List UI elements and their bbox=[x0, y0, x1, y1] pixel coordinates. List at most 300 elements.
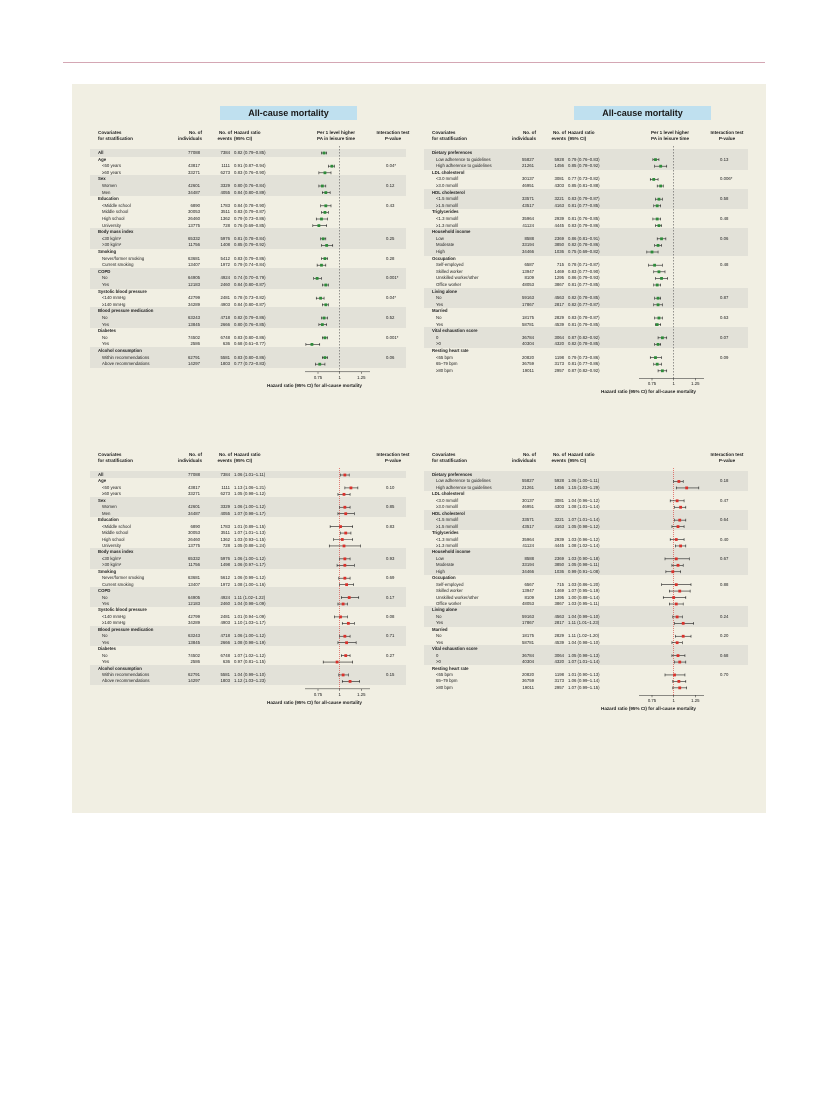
individuals-value: 30053 bbox=[188, 530, 200, 536]
point-estimate bbox=[679, 506, 682, 509]
row-label: 65–79 bpm bbox=[436, 361, 458, 367]
group-label: LDL cholesterol bbox=[432, 169, 465, 175]
events-value: 7384 bbox=[220, 472, 230, 477]
hazard-ratio-value: 1.04 (0.99–1.10) bbox=[568, 613, 600, 619]
events-value: 2957 bbox=[554, 367, 564, 373]
p-value: 0.006* bbox=[720, 176, 733, 182]
row-label: Office worker bbox=[436, 282, 462, 287]
point-estimate bbox=[653, 264, 656, 267]
individuals-value: 13845 bbox=[188, 639, 200, 645]
hazard-ratio-value: 0.79 (0.73–0.86) bbox=[568, 354, 600, 360]
point-estimate bbox=[336, 661, 339, 664]
group-label: Systolic blood pressure bbox=[98, 607, 147, 613]
row-label: ≥60 years bbox=[102, 169, 121, 175]
group-label: HDL cholesterol bbox=[432, 510, 465, 516]
row-label: Moderate bbox=[436, 562, 455, 568]
hazard-ratio-value: 1.05 (0.98–1.12) bbox=[234, 491, 266, 497]
row-label: No bbox=[102, 315, 108, 320]
individuals-value: 2586 bbox=[190, 341, 200, 347]
row-label: <3.0 mmol/l bbox=[436, 176, 459, 182]
individuals-value: 8588 bbox=[524, 555, 534, 561]
hazard-ratio-value: 1.05 (0.98–1.12) bbox=[568, 523, 600, 529]
p-value: 0.001* bbox=[386, 334, 399, 340]
individuals-value: 14297 bbox=[188, 361, 200, 367]
group-label: Smoking bbox=[98, 568, 117, 574]
individuals-value: 43817 bbox=[188, 484, 200, 490]
hazard-ratio-value: 0.76 (0.69–0.85) bbox=[234, 222, 266, 228]
hazard-ratio-value: 0.87 (0.82–0.92) bbox=[568, 367, 600, 373]
individuals-value: 30053 bbox=[188, 209, 200, 215]
row-label: Unskilled worker/other bbox=[436, 275, 479, 281]
point-estimate bbox=[656, 204, 659, 207]
point-estimate bbox=[676, 499, 679, 502]
header-interaction: Interaction test P-value bbox=[376, 130, 410, 141]
panel-banner: All-cause mortality bbox=[574, 106, 711, 120]
group-label: COPD bbox=[98, 268, 111, 274]
point-estimate bbox=[656, 323, 659, 326]
point-estimate bbox=[324, 257, 327, 260]
events-value: 1198 bbox=[554, 354, 564, 360]
x-tick-label: 0.75 bbox=[647, 381, 657, 387]
group-label: Body mass index bbox=[98, 549, 134, 555]
hazard-ratio-value: 0.77 (0.73–0.82) bbox=[568, 176, 600, 182]
events-value: 2481 bbox=[220, 295, 230, 301]
hazard-ratio-value: 1.06 (1.00–1.12) bbox=[234, 633, 266, 639]
row-label: <60 years bbox=[102, 163, 121, 169]
row-label: High adherence to guidelines bbox=[436, 163, 492, 169]
hazard-ratio-value: 0.84 (0.78–0.90) bbox=[234, 202, 266, 208]
events-value: 3081 bbox=[554, 497, 564, 503]
events-value: 1803 bbox=[220, 361, 230, 367]
hazard-ratio-value: 1.01 (0.94–1.09) bbox=[234, 613, 266, 619]
group-label: Vital exhaustion score bbox=[432, 328, 478, 334]
events-value: 636 bbox=[222, 659, 230, 665]
point-estimate bbox=[330, 165, 333, 168]
events-value: 5581 bbox=[220, 671, 230, 677]
p-value: 0.85 bbox=[386, 504, 395, 510]
point-estimate bbox=[320, 218, 323, 221]
individuals-value: 13407 bbox=[188, 581, 200, 587]
events-value: 2817 bbox=[554, 301, 564, 307]
individuals-value: 21261 bbox=[522, 163, 534, 169]
point-estimate bbox=[323, 152, 326, 155]
p-value: 0.67 bbox=[720, 555, 729, 561]
header-per-level: Per 1 level higher PA in leisure time bbox=[650, 130, 690, 141]
row-label: <60 years bbox=[102, 484, 121, 490]
p-value: 0.15 bbox=[386, 671, 395, 677]
row-label: >30 kg/m² bbox=[102, 562, 122, 568]
individuals-value: 77088 bbox=[188, 472, 200, 477]
point-estimate bbox=[657, 343, 660, 346]
group-label: Married bbox=[432, 308, 448, 314]
row-label: Middle school bbox=[102, 209, 129, 215]
header-events: No. of events bbox=[551, 130, 566, 141]
individuals-value: 64905 bbox=[188, 594, 200, 600]
forest-panel-top-right bbox=[424, 84, 750, 404]
events-value: 4163 bbox=[554, 202, 564, 208]
individuals-value: 74502 bbox=[188, 652, 200, 658]
row-label: >0 bbox=[436, 341, 441, 347]
hazard-ratio-value: 0.91 (0.87–0.94) bbox=[234, 163, 266, 169]
events-value: 3221 bbox=[554, 517, 564, 523]
individuals-value: 34289 bbox=[188, 620, 200, 626]
row-label: ≥1.5 mmol/l bbox=[436, 523, 459, 529]
hazard-ratio-value: 0.83 (0.80–0.86) bbox=[234, 334, 266, 340]
hazard-ratio-value: 0.81 (0.77–0.85) bbox=[568, 282, 600, 287]
events-value: 4563 bbox=[554, 613, 564, 619]
p-value: 0.24 bbox=[720, 613, 729, 619]
individuals-value: 74502 bbox=[188, 334, 200, 340]
events-value: 1972 bbox=[220, 581, 230, 587]
individuals-value: 33271 bbox=[188, 169, 200, 175]
hazard-ratio-value: 1.06 (0.99–1.14) bbox=[568, 678, 600, 684]
row-label: No bbox=[102, 334, 108, 340]
x-axis-title: Hazard ratio (95% CI) for all-cause mortality bbox=[267, 382, 362, 388]
header-interaction: Interaction test P-value bbox=[710, 452, 744, 463]
point-estimate bbox=[339, 525, 342, 528]
x-tick-label: 1.25 bbox=[691, 698, 700, 704]
row-label: Never/former smoking bbox=[102, 575, 145, 581]
group-label: Household income bbox=[432, 229, 471, 235]
p-value: 0.48 bbox=[720, 216, 729, 221]
hazard-ratio-value: 1.06 (1.00–1.12) bbox=[234, 504, 266, 510]
point-estimate bbox=[672, 596, 675, 599]
events-value: 3064 bbox=[554, 652, 564, 658]
individuals-value: 40304 bbox=[522, 341, 534, 347]
events-value: 4055 bbox=[220, 510, 230, 516]
row-label: 65–79 bpm bbox=[436, 678, 458, 684]
row-label: Men bbox=[102, 189, 111, 195]
point-estimate bbox=[344, 654, 347, 657]
point-estimate bbox=[343, 564, 346, 567]
hazard-ratio-value: 1.06 (1.00–1.12) bbox=[234, 555, 266, 561]
individuals-value: 42601 bbox=[188, 183, 200, 188]
p-value: 0.68 bbox=[720, 652, 729, 658]
p-value: 0.20 bbox=[720, 633, 729, 639]
individuals-value: 63681 bbox=[188, 255, 200, 261]
group-label: All bbox=[98, 472, 104, 477]
individuals-value: 34487 bbox=[188, 510, 200, 516]
individuals-value: 13407 bbox=[188, 262, 200, 268]
individuals-value: 58781 bbox=[522, 639, 534, 645]
point-estimate bbox=[658, 224, 661, 227]
point-estimate bbox=[660, 277, 663, 280]
hazard-ratio-value: 0.78 (0.73–0.82) bbox=[234, 295, 266, 301]
point-estimate bbox=[324, 356, 327, 359]
group-label: Diabetes bbox=[98, 646, 116, 652]
row-label: Yes bbox=[436, 321, 444, 327]
header-interaction: Interaction test P-value bbox=[376, 452, 410, 463]
individuals-value: 26460 bbox=[188, 536, 200, 542]
individuals-value: 63681 bbox=[188, 575, 200, 581]
events-value: 1111 bbox=[221, 484, 230, 490]
p-value: 0.88 bbox=[720, 581, 729, 587]
events-value: 5412 bbox=[220, 255, 230, 261]
hazard-ratio-value: 0.82 (0.79–0.86) bbox=[234, 315, 266, 320]
row-label: ≥1.3 mmol/l bbox=[436, 542, 459, 548]
individuals-value: 17867 bbox=[522, 620, 534, 626]
events-value: 2829 bbox=[554, 315, 564, 320]
group-label: Triglycerides bbox=[432, 530, 459, 536]
point-estimate bbox=[317, 224, 320, 227]
row-label: Low bbox=[436, 235, 444, 241]
row-label: Skilled worker bbox=[436, 588, 463, 594]
hazard-ratio-value: 1.12 (1.03–1.23) bbox=[234, 678, 266, 684]
x-tick-label: 1 bbox=[338, 691, 341, 697]
individuals-value: 18175 bbox=[522, 633, 534, 639]
events-value: 4539 bbox=[554, 321, 564, 327]
events-value: 3173 bbox=[554, 678, 564, 684]
row-label: <65 bpm bbox=[436, 671, 453, 677]
events-value: 2957 bbox=[554, 684, 564, 690]
individuals-value: 14297 bbox=[188, 678, 200, 684]
events-value: 728 bbox=[222, 222, 230, 228]
events-value: 1783 bbox=[220, 523, 230, 529]
hazard-ratio-value: 0.83 (0.78–0.87) bbox=[568, 315, 600, 320]
hazard-ratio-value: 0.81 (0.77–0.85) bbox=[568, 202, 600, 208]
point-estimate bbox=[324, 191, 327, 194]
point-estimate bbox=[656, 218, 659, 221]
events-value: 4445 bbox=[554, 542, 564, 548]
hazard-ratio-value: 1.07 (1.02–1.12) bbox=[234, 652, 266, 658]
individuals-value: 18175 bbox=[522, 315, 534, 320]
p-value: 0.52 bbox=[386, 315, 395, 320]
events-value: 1783 bbox=[220, 202, 230, 208]
hazard-ratio-value: 0.85 (0.78–0.92) bbox=[568, 163, 600, 169]
point-estimate bbox=[675, 538, 678, 541]
individuals-value: 58781 bbox=[522, 321, 534, 327]
group-label: Smoking bbox=[98, 249, 117, 254]
hazard-ratio-value: 0.82 (0.77–0.87) bbox=[568, 301, 600, 307]
events-value: 3221 bbox=[554, 196, 564, 202]
events-value: 1469 bbox=[554, 268, 564, 274]
point-estimate bbox=[656, 284, 659, 287]
point-estimate bbox=[343, 545, 346, 548]
events-value: 3173 bbox=[554, 361, 564, 367]
point-estimate bbox=[342, 603, 345, 606]
hazard-ratio-value: 1.07 (1.01–1.14) bbox=[568, 659, 600, 665]
events-value: 4539 bbox=[554, 639, 564, 645]
events-value: 2666 bbox=[220, 639, 230, 645]
hazard-ratio-value: 1.03 (0.90–1.18) bbox=[568, 555, 600, 561]
events-value: 5976 bbox=[220, 235, 230, 241]
point-estimate bbox=[685, 487, 688, 490]
events-value: 5928 bbox=[554, 156, 564, 162]
hazard-ratio-value: 1.08 (1.02–1.14) bbox=[568, 542, 600, 548]
point-estimate bbox=[324, 204, 327, 207]
group-label: All bbox=[98, 150, 104, 155]
events-value: 2460 bbox=[220, 601, 230, 606]
point-estimate bbox=[343, 557, 346, 560]
point-estimate bbox=[311, 343, 314, 346]
row-label: ≤30 kg/m² bbox=[102, 235, 122, 241]
row-label: >0 bbox=[436, 659, 441, 665]
row-label: Above recommendations bbox=[102, 361, 150, 367]
point-estimate bbox=[348, 596, 351, 599]
point-estimate bbox=[343, 493, 346, 496]
row-label: No bbox=[436, 295, 442, 301]
x-tick-label: 1.25 bbox=[357, 374, 366, 380]
events-value: 4055 bbox=[220, 189, 230, 195]
individuals-value: 2586 bbox=[190, 659, 200, 665]
row-label: Yes bbox=[436, 301, 444, 307]
header-interaction: Interaction test P-value bbox=[710, 130, 744, 141]
events-value: 3511 bbox=[220, 209, 230, 215]
row-label: Self-employed bbox=[436, 262, 464, 268]
events-value: 2939 bbox=[554, 536, 564, 542]
individuals-value: 46951 bbox=[522, 183, 534, 188]
point-estimate bbox=[671, 570, 674, 573]
row-label: University bbox=[102, 222, 121, 228]
x-tick-label: 0.75 bbox=[313, 691, 323, 697]
point-estimate bbox=[658, 317, 661, 320]
row-label: <140 mmHg bbox=[102, 295, 126, 301]
group-label: Resting heart rate bbox=[432, 665, 469, 671]
hazard-ratio-value: 0.80 (0.76–0.84) bbox=[234, 183, 266, 188]
point-estimate bbox=[658, 270, 661, 273]
individuals-value: 33571 bbox=[522, 517, 534, 523]
events-value: 4718 bbox=[220, 633, 230, 639]
row-label: ≥3.0 mmol/l bbox=[436, 504, 459, 510]
hazard-ratio-value: 1.03 (0.96–1.12) bbox=[568, 536, 600, 542]
hazard-ratio-value: 0.99 (0.91–1.08) bbox=[568, 568, 600, 574]
point-estimate bbox=[347, 622, 350, 625]
events-value: 3064 bbox=[554, 334, 564, 340]
individuals-value: 17867 bbox=[522, 301, 534, 307]
group-label: Age bbox=[98, 478, 107, 484]
individuals-value: 20820 bbox=[522, 671, 534, 677]
point-estimate bbox=[677, 680, 680, 683]
individuals-value: 6567 bbox=[524, 581, 534, 587]
group-label: Vital exhaustion score bbox=[432, 646, 478, 652]
row-label: Yes bbox=[436, 620, 444, 626]
row-label: Never/former smoking bbox=[102, 255, 145, 261]
row-label: No bbox=[102, 594, 108, 600]
hazard-ratio-value: 0.83 (0.77–0.90) bbox=[568, 268, 600, 274]
events-value: 1362 bbox=[220, 216, 230, 221]
individuals-value: 65332 bbox=[188, 555, 200, 561]
individuals-value: 34466 bbox=[522, 568, 534, 574]
events-value: 4903 bbox=[220, 620, 230, 626]
p-value: 0.09 bbox=[720, 354, 729, 360]
x-tick-label: 0.75 bbox=[313, 374, 323, 380]
individuals-value: 43817 bbox=[188, 163, 200, 169]
hazard-ratio-value: 1.07 (0.98–1.17) bbox=[234, 510, 266, 516]
point-estimate bbox=[322, 237, 325, 240]
x-axis-title: Hazard ratio (95% CI) for all-cause mortality bbox=[267, 699, 362, 705]
events-value: 2369 bbox=[554, 555, 564, 561]
hazard-ratio-value: 1.04 (0.99–1.10) bbox=[234, 671, 266, 677]
hazard-ratio-value: 1.06 (0.97–1.17) bbox=[234, 562, 266, 568]
group-label: Living alone bbox=[432, 607, 458, 613]
point-estimate bbox=[343, 635, 346, 638]
events-value: 1036 bbox=[554, 249, 564, 254]
hazard-ratio-value: 1.04 (0.98–1.09) bbox=[234, 601, 266, 606]
row-label: Low adherence to guidelines bbox=[436, 478, 491, 484]
header-events: No. of events bbox=[217, 452, 232, 463]
p-value: 0.63 bbox=[720, 315, 729, 320]
row-label: High adherence to guidelines bbox=[436, 484, 492, 490]
group-label: HDL cholesterol bbox=[432, 189, 465, 195]
p-value: 0.48 bbox=[720, 262, 729, 268]
hazard-ratio-value: 0.81 (0.76–0.85) bbox=[568, 216, 600, 221]
group-label: Body mass index bbox=[98, 229, 134, 235]
events-value: 3511 bbox=[220, 530, 230, 536]
events-value: 6273 bbox=[220, 491, 230, 497]
p-value: 0.71 bbox=[386, 633, 395, 639]
row-label: Women bbox=[102, 183, 117, 188]
individuals-value: 35964 bbox=[522, 216, 534, 221]
group-label: Education bbox=[98, 517, 119, 523]
row-label: Above recommendations bbox=[102, 678, 150, 684]
row-label: No bbox=[102, 652, 108, 658]
point-estimate bbox=[324, 284, 327, 287]
point-estimate bbox=[652, 178, 655, 181]
row-label: <Middle school bbox=[102, 202, 131, 208]
group-label: Dietary preferences bbox=[432, 472, 473, 477]
row-label: Yes bbox=[102, 601, 110, 606]
individuals-value: 46951 bbox=[522, 504, 534, 510]
events-value: 2460 bbox=[220, 282, 230, 287]
point-estimate bbox=[657, 303, 660, 306]
point-estimate bbox=[324, 211, 327, 214]
p-value: 0.58 bbox=[720, 196, 729, 202]
events-value: 636 bbox=[222, 341, 230, 347]
p-value: 0.06 bbox=[386, 354, 395, 360]
events-value: 5976 bbox=[220, 555, 230, 561]
point-estimate bbox=[350, 487, 353, 490]
header-individuals: No. of individuals bbox=[512, 130, 536, 141]
point-estimate bbox=[339, 616, 342, 619]
point-estimate bbox=[325, 244, 328, 247]
individuals-value: 36759 bbox=[522, 361, 534, 367]
events-value: 1498 bbox=[220, 562, 230, 568]
row-label: Yes bbox=[436, 639, 444, 645]
group-label: Sex bbox=[98, 176, 106, 182]
point-estimate bbox=[659, 165, 662, 168]
individuals-value: 65332 bbox=[188, 235, 200, 241]
hazard-ratio-value: 0.68 (0.61–0.77) bbox=[234, 341, 266, 347]
point-estimate bbox=[660, 237, 663, 240]
individuals-value: 6890 bbox=[190, 523, 200, 529]
row-label: ≥1.5 mmol/l bbox=[436, 202, 459, 208]
row-label: Middle school bbox=[102, 530, 129, 536]
row-label: <1.3 mmol/l bbox=[436, 536, 459, 542]
group-label: Systolic blood pressure bbox=[98, 288, 147, 294]
row-label: High school bbox=[102, 216, 125, 221]
events-value: 1295 bbox=[554, 275, 564, 281]
group-label: Married bbox=[432, 626, 448, 632]
row-label: <1.5 mmol/l bbox=[436, 517, 459, 523]
individuals-value: 34289 bbox=[188, 301, 200, 307]
group-label: Alcohol consumption bbox=[98, 665, 142, 671]
events-value: 2829 bbox=[554, 633, 564, 639]
events-value: 1803 bbox=[220, 678, 230, 684]
events-value: 1456 bbox=[554, 163, 564, 169]
row-label: Yes bbox=[102, 321, 110, 327]
individuals-value: 36759 bbox=[522, 678, 534, 684]
point-estimate bbox=[676, 641, 679, 644]
point-estimate bbox=[345, 641, 348, 644]
hazard-ratio-value: 0.83 (0.76–0.90) bbox=[234, 169, 266, 175]
row-label: <3.0 mmol/l bbox=[436, 497, 459, 503]
individuals-value: 59163 bbox=[522, 613, 534, 619]
row-label: Yes bbox=[102, 341, 110, 347]
individuals-value: 13947 bbox=[522, 268, 534, 274]
events-value: 1972 bbox=[220, 262, 230, 268]
p-value: 0.18 bbox=[720, 478, 729, 484]
point-estimate bbox=[349, 680, 352, 683]
